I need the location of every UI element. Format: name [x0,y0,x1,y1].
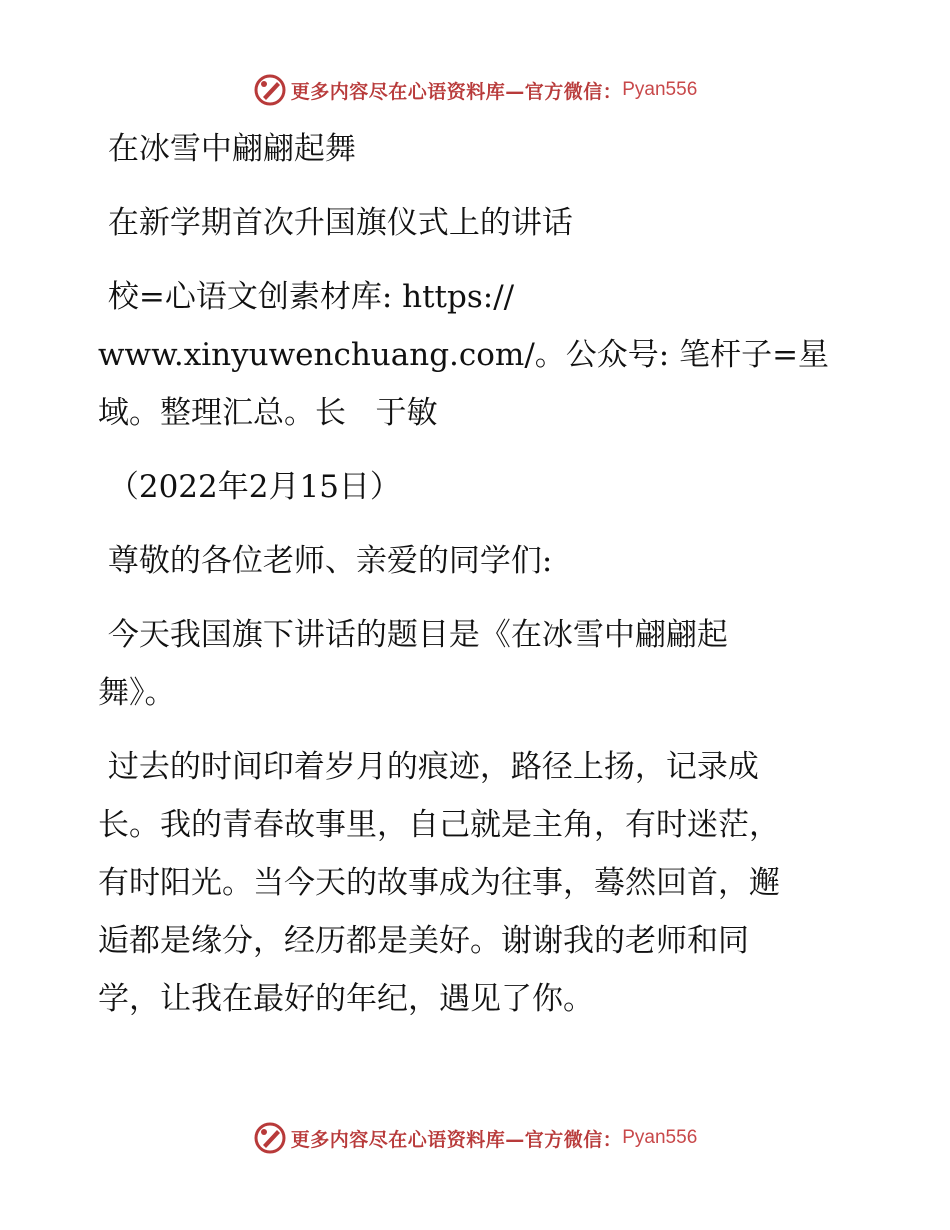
intro-line-1: 今天我国旗下讲话的题目是《在冰雪中翩翩起 [98,617,728,653]
brand-logo-icon [253,1121,287,1155]
banner-text: 更多内容尽在心语资料库—官方微信： [290,80,623,103]
document-subtitle: 在新学期首次升国旗仪式上的讲话 [98,205,573,241]
body-line-4: 逅都是缘分，经历都是美好。谢谢我的老师和同 [98,923,749,959]
footer-watermark-banner [0,1118,950,1158]
body-line-3: 有时阳光。当今天的故事成为往事，蓦然回首，邂 [98,865,780,901]
banner-text: 更多内容尽在心语资料库—官方微信： [290,1128,623,1151]
header-watermark-banner [0,70,950,110]
banner-wechat-id: Pyan556 [622,1127,698,1148]
brand-logo-icon [253,73,287,107]
banner-wechat-id: Pyan556 [622,79,698,100]
intro-line-2: 舞》。 [98,675,176,711]
greeting: 尊敬的各位老师、亲爱的同学们: [98,543,553,579]
source-line-2: www.xinyuwenchuang.com/。公众号: 笔杆子=星 [98,337,830,373]
speech-date: （2022年2月15日） [98,469,401,505]
source-line-1: 校=心语文创素材库: https:// [98,279,515,315]
document-body [98,120,858,1028]
body-line-5: 学，让我在最好的年纪，遇见了你。 [98,981,594,1017]
document-title: 在冰雪中翩翩起舞 [98,131,356,167]
source-line-3: 域。整理汇总。长 于敏 [98,395,438,431]
body-line-2: 长。我的青春故事里，自己就是主角，有时迷茫， [98,807,780,843]
body-line-1: 过去的时间印着岁月的痕迹，路径上扬，记录成 [98,749,759,785]
